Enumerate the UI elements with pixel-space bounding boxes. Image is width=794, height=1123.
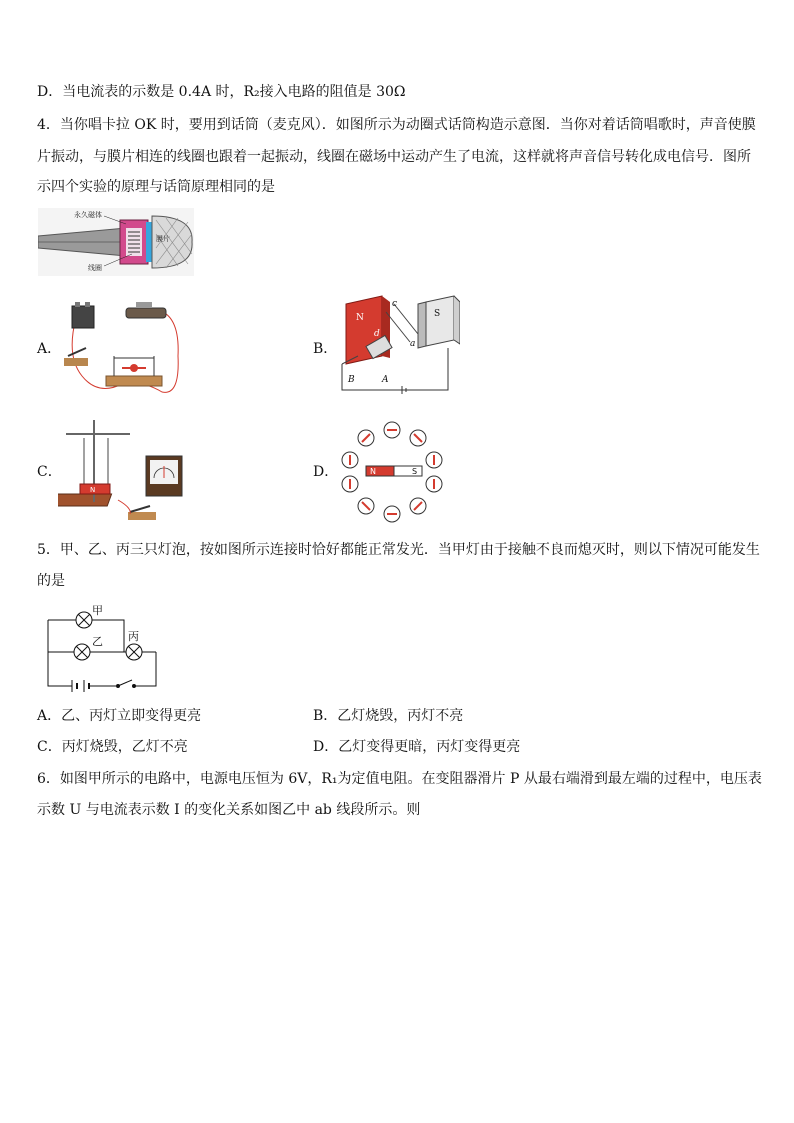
q3-option-d: D．当电流表的示数是 0.4A 时，R₂接入电路的阻值是 30Ω: [37, 84, 406, 100]
q5-circuit-diagram: [44, 600, 164, 692]
q6-stem-line2: 示数 U 与电流表示数 I 的变化关系如图乙中 ab 线段所示。则: [37, 802, 421, 818]
option-a-figure: [62, 296, 182, 400]
q5-option-d: D．乙灯变得更暗，丙灯变得更亮: [313, 739, 521, 755]
q5-stem-line1: 5．甲、乙、丙三只灯泡，按如图所示连接时恰好都能正常发光．当甲灯由于接触不良而熄灭时，则以下情况可能发生: [37, 542, 760, 558]
q4-option-a-label: A．: [37, 341, 62, 357]
q4-stem-line2: 片振动，与膜片相连的线圈也跟着一起振动，线圈在磁场中运动产生了电流，这样就将声音信号转化成电信号．图所: [37, 149, 751, 165]
q4-stem-line1: 4．当你唱卡拉 OK 时，要用到话筒（麦克风）．如图所示为动圈式话筒构造示意图．当你对着话筒唱歌时，声音使膜: [37, 117, 756, 133]
lamp-yi-label: 乙: [92, 635, 103, 648]
option-b-figure: [338, 294, 460, 402]
microphone-diagram: [38, 208, 194, 276]
q4-option-c-label: C．: [37, 464, 62, 480]
magnet-n-letter: N: [356, 313, 364, 323]
coil-label: 线圈: [88, 264, 102, 272]
point-a-upper-letter: A: [382, 375, 389, 385]
option-c-figure: [58, 416, 188, 526]
magnet-label: 永久磁体: [74, 211, 102, 219]
q5-stem-line2: 的是: [37, 573, 65, 589]
lamp-jia-label: 甲: [92, 604, 103, 617]
magnet-s-letter: S: [434, 309, 441, 319]
magnet-n-pole: N: [370, 467, 376, 476]
q4-option-d-label: D．: [313, 464, 339, 480]
q4-option-b-label: B．: [313, 341, 338, 357]
point-d-letter: d: [374, 329, 380, 339]
q5-option-a: A．乙、丙灯立即变得更亮: [37, 708, 202, 724]
magnet-s-pole: S: [412, 467, 418, 476]
film-label: 膜片: [156, 235, 170, 243]
point-c-letter: c: [392, 299, 398, 309]
q5-option-c: C．丙灯烧毁，乙灯不亮: [37, 739, 188, 755]
option-c-n-letter: N: [90, 486, 96, 494]
q4-stem-line3: 示四个实验的原理与话筒原理相同的是: [37, 179, 275, 195]
point-b-letter: B: [348, 375, 355, 385]
option-d-figure: [340, 420, 444, 524]
q5-option-b: B．乙灯烧毁，丙灯不亮: [313, 708, 464, 724]
point-a-letter: a: [410, 339, 416, 349]
lamp-bing-label: 丙: [128, 630, 139, 643]
q6-stem-line1: 6．如图甲所示的电路中，电源电压恒为 6V，R₁为定值电阻。在变阻器滑片 P 从最右端滑到最左端的过程中，电压表: [37, 771, 762, 787]
